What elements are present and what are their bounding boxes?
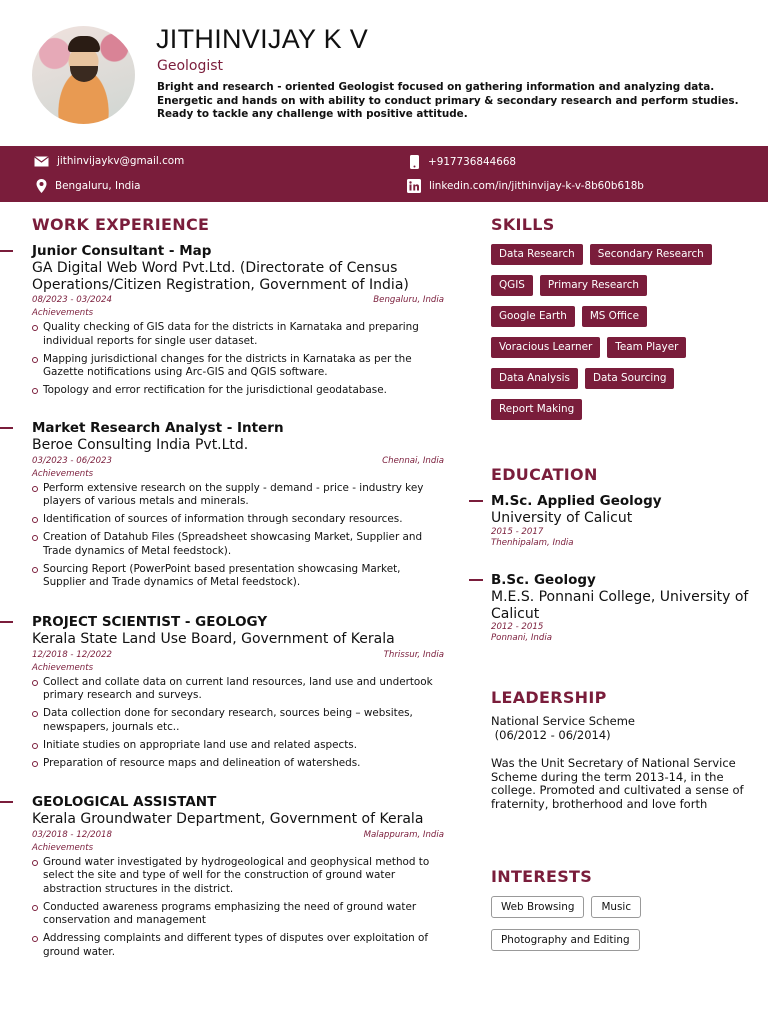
email-icon [34,156,49,167]
leadership-description: Was the Unit Secretary of National Service Scheme during the term 2013-14, in the college. Promoted and cultivated a sense of fraternity, brotherhood and love forth [491,756,744,811]
interest-tag: Music [591,896,641,918]
education-heading: EDUCATION [491,465,598,484]
profile-photo [32,26,135,124]
phone-text: +917736844668 [428,156,517,168]
education-entry [491,572,751,644]
job-entry [32,794,444,964]
list-item: Initiate studies on appropriate land use and related aspects. [32,739,444,753]
edu-location: Thenhipalam, India [491,537,574,548]
resume-header [0,0,768,146]
edu-location: Ponnani, India [491,633,552,643]
job-entry [32,614,444,775]
interests-heading: INTERESTS [491,867,593,886]
interests-list [491,896,751,962]
list-item: Addressing complaints and different types of disputes over exploitation of ground water. [32,932,444,959]
list-item: Collect and collate data on current land resources, land use and undertook primary research and surveys. [32,676,444,703]
interest-tag: Photography and Editing [491,929,640,951]
leadership-org: National Service Scheme [491,714,635,728]
job-dates: 03/2018 - 12/2018 [32,829,112,840]
list-item: Perform extensive research on the supply - demand - price - industry key players of various metals and minerals. [32,482,444,509]
contact-bar [0,146,768,202]
job-org: Kerala Groundwater Department, Government of Kerala [32,811,424,827]
achievement-list [32,482,444,590]
job-entry [32,243,444,402]
location-text: Bengaluru, India [55,180,141,192]
list-item: Creation of Datahub Files (Spreadsheet showcasing Market, Supplier and Trade dynamics of Metal feedstock). [32,531,444,558]
edu-dates: 2012 - 2015 [491,622,544,632]
job-location: Chennai, India [382,455,444,466]
job-location: Malappuram, India [363,829,444,840]
email-text: jithinvijaykv@gmail.com [57,155,185,167]
skill-tag: Secondary Research [590,244,712,265]
skill-tag: Data Research [491,244,583,265]
list-item: Sourcing Report (PowerPoint based presentation showcasing Market, Supplier and Trade dynamics of Metal feedstock). [32,563,444,590]
profile-summary: Bright and research - oriented Geologist focused on gathering information and analyzing data. Energetic and hands on with ability to conduct primary & secondary research and perform studies. Ready to tackle any challenge with positive attitude. [157,81,739,120]
job-role: Junior Consultant - Map [32,243,212,259]
skill-tag: Team Player [607,337,686,358]
achievements-label: Achievements [32,468,94,479]
achievement-list [32,321,444,398]
contact-phone[interactable] [409,155,516,169]
school: University of Calicut [491,510,633,526]
leadership-period: (06/2012 - 06/2014) [491,727,611,742]
job-dates: 03/2023 - 06/2023 [32,455,112,466]
skill-tag: Voracious Learner [491,337,600,358]
job-title: Geologist [157,58,224,74]
leadership-entry [491,715,751,827]
job-role: Market Research Analyst - Intern [32,420,284,436]
job-dates: 08/2023 - 03/2024 [32,295,112,305]
skill-tag: Report Making [491,399,582,420]
linkedin-text: linkedin.com/in/jithinvijay-k-v-8b60b618b [429,180,644,192]
leadership-heading: LEADERSHIP [491,688,607,707]
list-item: Topology and error rectification for the jurisdictional geodatabase. [32,384,444,398]
degree: B.Sc. Geology [491,572,596,588]
skill-tag: Data Analysis [491,368,578,389]
achievement-list [32,676,444,771]
skill-tag: Google Earth [491,306,575,327]
achievements-label: Achievements [32,662,94,673]
job-org: Beroe Consulting India Pvt.Ltd. [32,437,249,453]
job-location: Bengaluru, India [373,295,444,305]
skill-tag: MS Office [582,306,647,327]
list-item: Preparation of resource maps and delineation of watersheds. [32,757,444,771]
list-item: Quality checking of GIS data for the districts in Karnataka and preparing individual reports for single user dataset. [32,321,444,348]
job-role: PROJECT SCIENTIST - GEOLOGY [32,614,268,630]
skill-tag: QGIS [491,275,533,296]
contact-linkedin[interactable] [407,179,644,193]
job-entry [32,420,444,594]
list-item: Identification of sources of information through secondary resources. [32,513,444,527]
contact-location [36,179,141,193]
skills-heading: SKILLS [491,215,555,234]
contact-email[interactable] [34,155,184,167]
job-org: GA Digital Web Word Pvt.Ltd. (Directorate of Census Operations/Citizen Registration, Government of India) [32,260,409,293]
school: M.E.S. Ponnani College, University of Calicut [491,589,749,622]
phone-icon [409,155,420,169]
skill-tag: Data Sourcing [585,368,674,389]
linkedin-icon [407,179,421,193]
achievement-list [32,856,444,960]
edu-dates: 2015 - 2017 [491,526,544,537]
interest-tag: Web Browsing [491,896,584,918]
job-dates: 12/2018 - 12/2022 [32,649,112,660]
achievements-label: Achievements [32,842,94,853]
education-entry [491,493,751,549]
job-org: Kerala State Land Use Board, Government of Kerala [32,631,395,647]
list-item: Mapping jurisdictional changes for the districts in Karnataka as per the Gazette notifications using Arc-GIS and QGIS software. [32,353,444,380]
list-item: Ground water investigated by hydrogeological and geophysical method to select the site and type of well for the construction of ground water abstraction structures in the district. [32,856,444,897]
job-location: Thrissur, India [383,649,444,660]
location-icon [36,179,47,193]
job-role: GEOLOGICAL ASSISTANT [32,794,217,810]
candidate-name: JITHINVIJAY K V [156,24,369,54]
work-experience-heading: WORK EXPERIENCE [32,215,210,234]
list-item: Data collection done for secondary research, sources being – websites, newspapers, journals etc.. [32,707,444,734]
skills-list [491,244,751,430]
degree: M.Sc. Applied Geology [491,493,662,509]
achievements-label: Achievements [32,308,94,318]
skill-tag: Primary Research [540,275,647,296]
list-item: Conducted awareness programs emphasizing the need of ground water conservation and management [32,901,444,928]
